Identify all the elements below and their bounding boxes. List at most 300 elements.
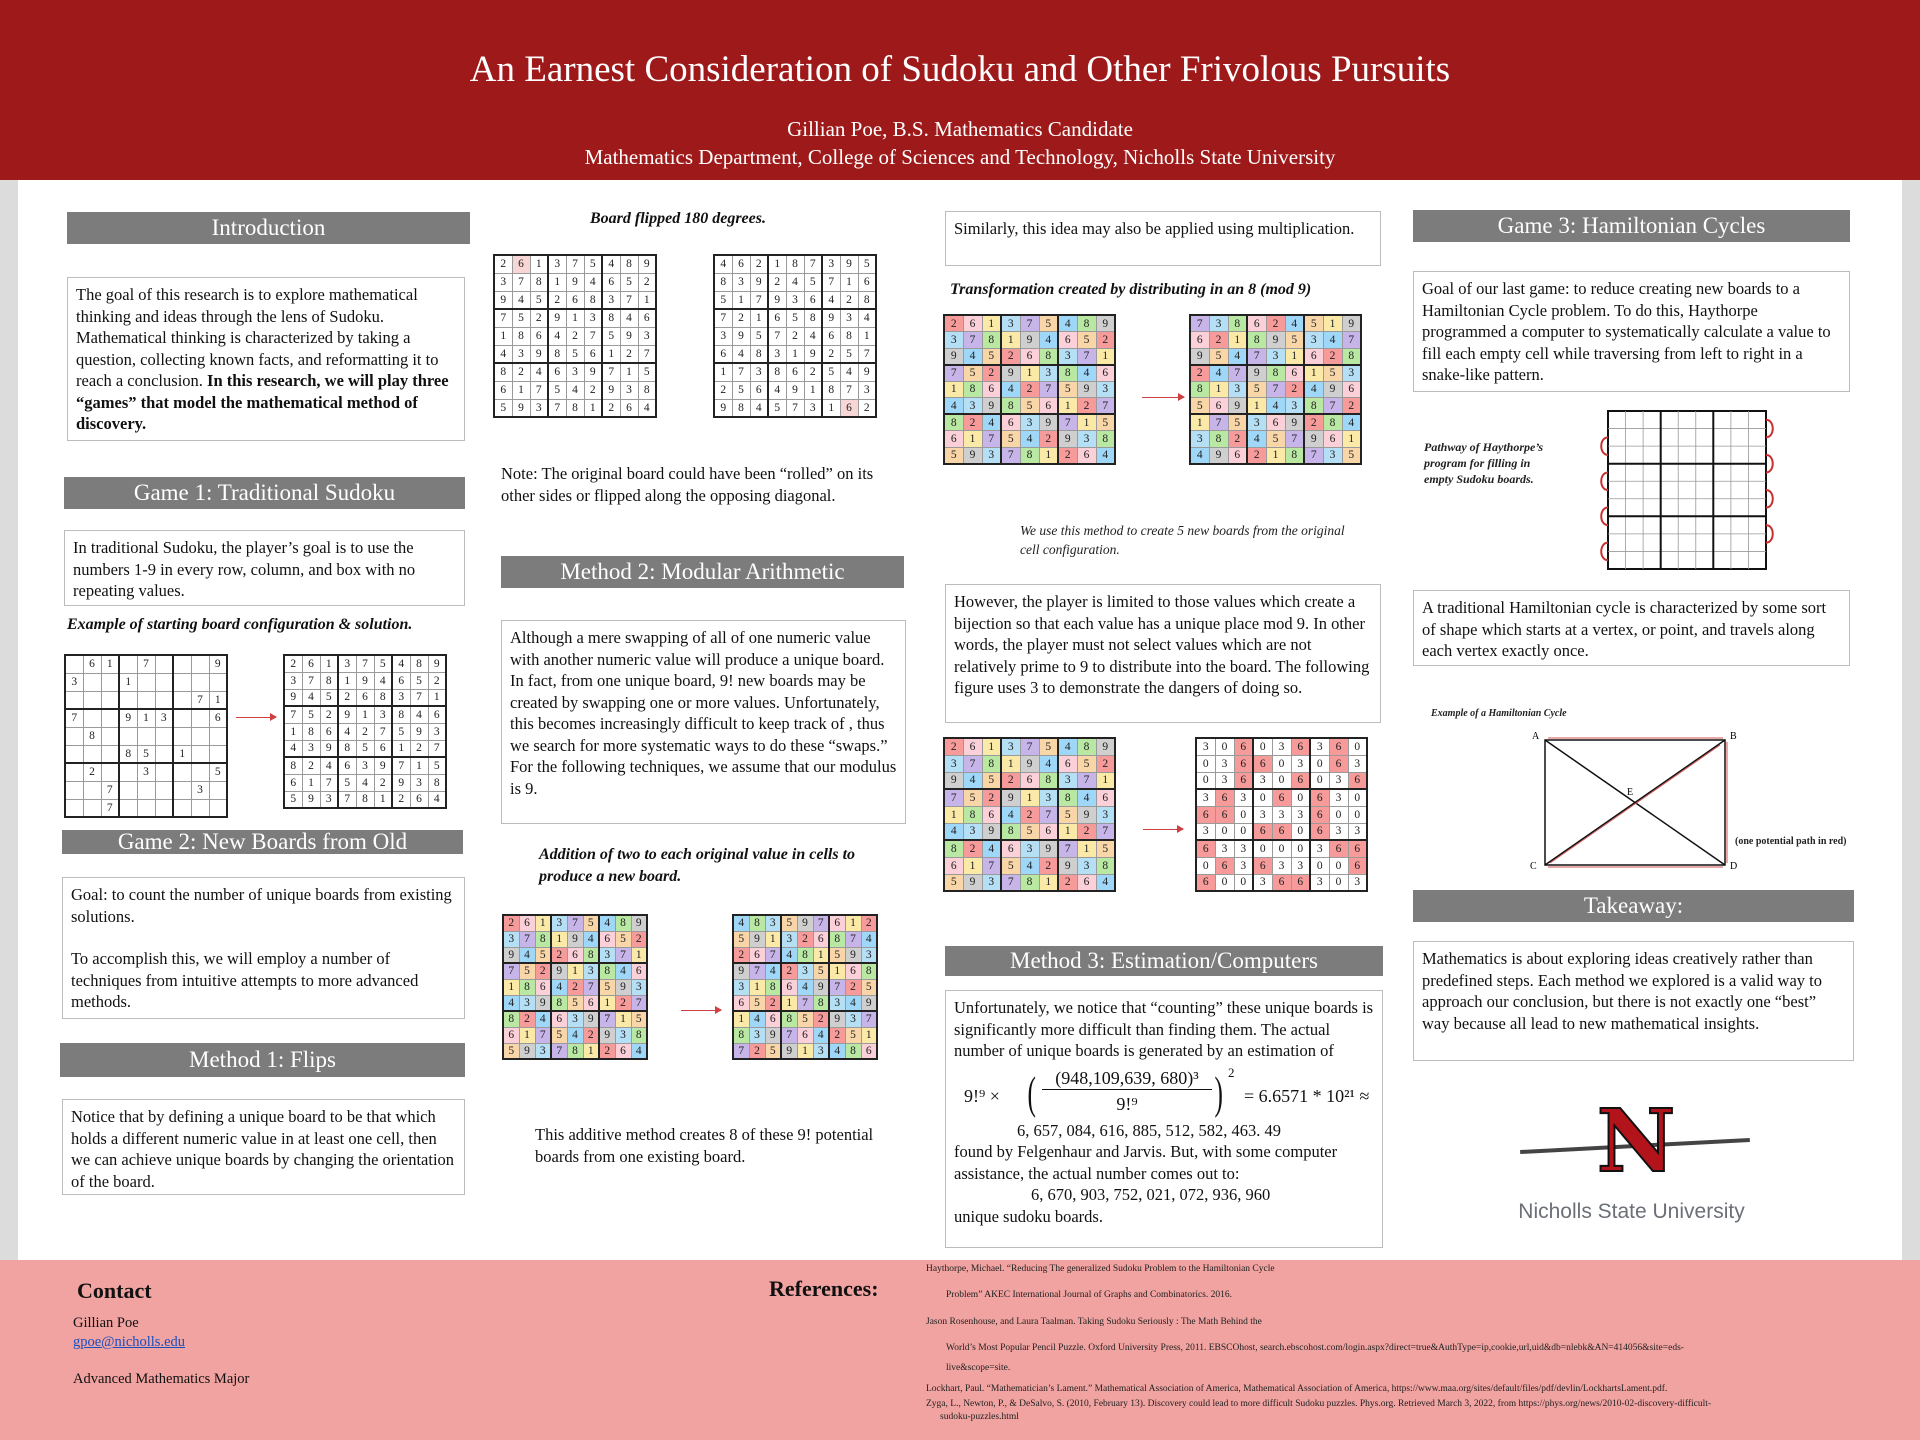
- board-cell: [101, 691, 119, 709]
- board-row: [1190, 398, 1361, 415]
- board-cell: 9: [512, 399, 530, 417]
- board-cell: 6: [1310, 789, 1329, 806]
- board-cell: 3: [944, 755, 963, 772]
- board-cell: [155, 691, 173, 709]
- board-cell: 2: [638, 273, 656, 291]
- board-cell: 6: [1077, 874, 1096, 891]
- board-cell: 2: [615, 995, 631, 1011]
- board-cell: 4: [602, 255, 620, 273]
- board-cell: 0: [1196, 772, 1215, 789]
- board-cell: [65, 799, 83, 817]
- board-cell: 3: [1310, 840, 1329, 857]
- board-cell: [209, 781, 227, 799]
- reference-4-end: sudoku-puzzles.html: [940, 1412, 1019, 1422]
- board-cell: 3: [512, 345, 530, 363]
- board-cell: 2: [1039, 857, 1058, 874]
- board-cell: 8: [615, 915, 631, 931]
- board-cell: 6: [567, 947, 583, 963]
- board-cell: 6: [982, 806, 1001, 823]
- board-cell: 2: [982, 365, 1001, 382]
- board-cell: 6: [1234, 755, 1253, 772]
- board-row: [944, 840, 1115, 857]
- board-cell: 4: [1039, 755, 1058, 772]
- board-cell: 3: [1058, 772, 1077, 789]
- board-cell: 8: [829, 931, 845, 947]
- board-cell: 2: [583, 1027, 599, 1043]
- board-row: [503, 1011, 647, 1027]
- board-cell: 9: [786, 381, 804, 399]
- board-cell: 5: [963, 789, 982, 806]
- board-cell: 7: [861, 1011, 877, 1027]
- board-cell: 4: [410, 706, 428, 723]
- board-cell: 9: [1190, 348, 1209, 365]
- board-cell: 3: [982, 874, 1001, 891]
- board-cell: 4: [840, 363, 858, 381]
- contact-email-link[interactable]: gpoe@nicholls.edu: [73, 1334, 186, 1350]
- board-cell: 3: [1234, 840, 1253, 857]
- board-cell: 2: [83, 763, 101, 781]
- board-cell: 5: [1209, 348, 1228, 365]
- board-cell: 5: [781, 915, 797, 931]
- snake-path-diagram: [1600, 407, 1780, 572]
- board-cell: 8: [1001, 823, 1020, 840]
- board-cell: 1: [615, 1011, 631, 1027]
- board-cell: 9: [845, 947, 861, 963]
- board-row: [65, 691, 227, 709]
- board-cell: 2: [494, 255, 512, 273]
- board-cell: 4: [797, 979, 813, 995]
- board-cell: [173, 763, 191, 781]
- board-cell: 1: [494, 327, 512, 345]
- board-row: [1196, 857, 1367, 874]
- board-cell: 3: [1310, 738, 1329, 755]
- board-cell: 6: [1272, 874, 1291, 891]
- board-row: [503, 1027, 647, 1043]
- board-cell: 3: [410, 774, 428, 791]
- board-cell: 8: [1077, 738, 1096, 755]
- board-cell: 3: [284, 672, 302, 689]
- board-cell: 3: [1253, 806, 1272, 823]
- board-cell: 7: [1058, 414, 1077, 431]
- board-cell: 1: [944, 806, 963, 823]
- board-cell: 3: [530, 399, 548, 417]
- board-cell: 3: [1348, 823, 1367, 840]
- game1-text: In traditional Sudoku, the player’s goal is to use the numbers 1-9 in every row, column, and box with no repeating values.: [64, 530, 465, 606]
- board-cell: 5: [410, 672, 428, 689]
- board-cell: 4: [599, 915, 615, 931]
- board-cell: 5: [503, 1043, 519, 1059]
- board-cell: [173, 655, 191, 673]
- board-cell: [209, 673, 227, 691]
- board-cell: 2: [1247, 447, 1266, 464]
- board-cell: 1: [1020, 365, 1039, 382]
- board-cell: 5: [530, 291, 548, 309]
- method2-text: Although a mere swapping of all of one numeric value with another numeric value will produce a unique board. In fact, from one unique board, 9! new boards may be created by swapping one or more values. Unfortunately, this becomes increasingly difficult to keep track of , thus we search for more systematic ways to do these “swaps.” For the following techniques, we assume that our modulus is 9.: [501, 620, 906, 824]
- times3-board: [1195, 737, 1368, 892]
- snake-turn-arrow: [1766, 525, 1773, 543]
- board-cell: 9: [1058, 857, 1077, 874]
- board-cell: 1: [620, 363, 638, 381]
- board-row: [944, 381, 1115, 398]
- board-cell: 5: [1058, 806, 1077, 823]
- board-row: [1196, 806, 1367, 823]
- snake-turn-arrow: [1601, 472, 1608, 490]
- board-cell: 4: [1266, 398, 1285, 415]
- board-cell: 6: [1266, 414, 1285, 431]
- board-row: [944, 332, 1115, 349]
- takeaway-text: Mathematics is about exploring ideas creatively rather than predefined steps. Each method we explored is a valid way to approach our conclusion, but there is not exactly one “best” way because all lead to new mathematical insights.: [1413, 941, 1854, 1061]
- method2-note: This additive method creates 8 of these 9! potential boards from one existing board.: [535, 1125, 874, 1166]
- board-cell: 6: [1196, 840, 1215, 857]
- board-cell: 4: [1228, 348, 1247, 365]
- method3-text-2: found by Felgenhaur and Jarvis. But, with some computer assistance, the actual number comes out to:: [954, 1142, 1338, 1183]
- author-line: Gillian Poe, B.S. Mathematics Candidate: [787, 117, 1133, 141]
- board-cell: 8: [566, 399, 584, 417]
- board-cell: 7: [944, 789, 963, 806]
- board-cell: 3: [599, 947, 615, 963]
- board-cell: 7: [1266, 381, 1285, 398]
- board-cell: 5: [584, 255, 602, 273]
- board-cell: 8: [963, 381, 982, 398]
- board-cell: 6: [768, 309, 786, 327]
- board-cell: 2: [374, 774, 392, 791]
- board-cell: 4: [982, 414, 1001, 431]
- board-cell: 1: [786, 345, 804, 363]
- board-cell: 4: [1039, 332, 1058, 349]
- board-cell: 8: [320, 672, 338, 689]
- board-cell: 4: [944, 398, 963, 415]
- board-cell: [83, 691, 101, 709]
- board-cell: 6: [1291, 772, 1310, 789]
- board-cell: 2: [1058, 874, 1077, 891]
- board-cell: 8: [338, 740, 356, 757]
- board-cell: 1: [1304, 365, 1323, 382]
- times8-board: [1189, 314, 1362, 465]
- board-cell: 0: [1291, 823, 1310, 840]
- board-cell: 5: [1323, 365, 1342, 382]
- board-cell: 4: [804, 327, 822, 345]
- board-cell: 2: [822, 345, 840, 363]
- board-cell: 4: [1304, 381, 1323, 398]
- board-cell: 1: [602, 345, 620, 363]
- board-cell: 4: [284, 740, 302, 757]
- board-cell: 1: [1001, 332, 1020, 349]
- board-cell: 8: [356, 791, 374, 808]
- board-cell: 3: [1196, 738, 1215, 755]
- board-cell: 2: [302, 757, 320, 774]
- board-cell: 4: [535, 1011, 551, 1027]
- board-cell: [155, 799, 173, 817]
- mult-note: We use this method to create 5 new boards from the original cell configuration.: [1020, 523, 1345, 557]
- board-cell: 2: [410, 740, 428, 757]
- board-cell: 4: [1096, 874, 1115, 891]
- board-cell: 5: [1001, 857, 1020, 874]
- board-cell: 6: [1058, 755, 1077, 772]
- board-cell: 1: [858, 327, 876, 345]
- board-cell: 7: [982, 431, 1001, 448]
- board-row: [733, 1011, 877, 1027]
- board-cell: 8: [602, 309, 620, 327]
- board-cell: [83, 709, 101, 727]
- board-cell: 9: [1039, 840, 1058, 857]
- board-cell: 3: [1348, 755, 1367, 772]
- board-cell: 2: [714, 381, 732, 399]
- board-cell: 4: [1001, 806, 1020, 823]
- board-cell: 8: [1266, 365, 1285, 382]
- board-cell: 6: [963, 315, 982, 332]
- board-cell: 4: [1058, 738, 1077, 755]
- board-cell: 3: [356, 757, 374, 774]
- board-row: [494, 381, 656, 399]
- board-row: [284, 655, 446, 672]
- mult-text: Similarly, this idea may also be applied using multiplication.: [945, 211, 1381, 266]
- board-cell: [155, 673, 173, 691]
- board-cell: 4: [1209, 365, 1228, 382]
- board-row: [284, 672, 446, 689]
- formula-lead: 9!⁹ ×: [964, 1085, 1000, 1106]
- board-cell: [137, 781, 155, 799]
- board-cell: 7: [1039, 381, 1058, 398]
- board-cell: 1: [750, 309, 768, 327]
- board-cell: 3: [1291, 806, 1310, 823]
- board-row: [944, 447, 1115, 464]
- board-cell: 9: [944, 348, 963, 365]
- board-cell: 3: [503, 931, 519, 947]
- board-cell: 6: [1247, 315, 1266, 332]
- board-cell: 1: [845, 915, 861, 931]
- board-cell: 2: [858, 399, 876, 417]
- board-cell: 8: [1323, 414, 1342, 431]
- hamiltonian-cycle-diagram: [1520, 725, 1760, 875]
- board-cell: 9: [1077, 806, 1096, 823]
- board-cell: 6: [1196, 806, 1215, 823]
- board-cell: 5: [1039, 738, 1058, 755]
- board-cell: 9: [1077, 381, 1096, 398]
- board-cell: 3: [1253, 772, 1272, 789]
- board-cell: 5: [1228, 414, 1247, 431]
- board-row: [733, 995, 877, 1011]
- board-cell: 2: [963, 840, 982, 857]
- board-cell: 2: [845, 979, 861, 995]
- board-cell: 2: [535, 963, 551, 979]
- board-cell: 7: [1001, 874, 1020, 891]
- arrow-icon: [236, 717, 276, 718]
- board-cell: 3: [797, 963, 813, 979]
- board-cell: 6: [944, 857, 963, 874]
- board-cell: 6: [392, 672, 410, 689]
- board-cell: 3: [494, 273, 512, 291]
- board-cell: 7: [1001, 447, 1020, 464]
- board-cell: 8: [1039, 772, 1058, 789]
- board-cell: [155, 781, 173, 799]
- board-cell: 2: [548, 291, 566, 309]
- board-cell: 7: [101, 781, 119, 799]
- board-cell: 2: [1020, 806, 1039, 823]
- board-cell: 3: [1304, 332, 1323, 349]
- board-cell: 7: [583, 979, 599, 995]
- board-cell: 0: [1253, 789, 1272, 806]
- board-cell: 1: [1247, 398, 1266, 415]
- board-cell: 4: [963, 348, 982, 365]
- board-cell: 7: [320, 774, 338, 791]
- board-cell: 9: [733, 963, 749, 979]
- board-cell: 9: [374, 757, 392, 774]
- method3-text: Unfortunately, we notice that “counting” these unique boards is significantly more difficult than finding them. The actual number of unique boards is generated by an estimation of: [954, 998, 1374, 1060]
- references-heading: References:: [769, 1276, 879, 1301]
- board-cell: [65, 763, 83, 781]
- board-row: [503, 1043, 647, 1059]
- board-cell: 1: [1096, 772, 1115, 789]
- board-cell: 5: [638, 363, 656, 381]
- board-cell: 4: [750, 399, 768, 417]
- board-cell: 5: [1247, 381, 1266, 398]
- board-cell: 4: [566, 381, 584, 399]
- board-cell: 6: [732, 255, 750, 273]
- board-cell: 6: [584, 345, 602, 363]
- board-cell: 3: [861, 947, 877, 963]
- board-cell: 6: [804, 291, 822, 309]
- board-cell: 1: [840, 273, 858, 291]
- method2-heading: Method 2: Modular Arithmetic: [501, 556, 904, 588]
- board-cell: 9: [119, 709, 137, 727]
- board-row: [944, 772, 1115, 789]
- board-row: [944, 789, 1115, 806]
- board-cell: 3: [302, 740, 320, 757]
- board-cell: 4: [638, 399, 656, 417]
- board-row: [944, 857, 1115, 874]
- board-row: [733, 963, 877, 979]
- board-cell: 6: [733, 995, 749, 1011]
- board-cell: 1: [567, 963, 583, 979]
- board-cell: 8: [631, 1027, 647, 1043]
- board-cell: 6: [1348, 840, 1367, 857]
- board-cell: 9: [583, 1011, 599, 1027]
- formula-numerator: (948,109,639, 680)³: [1042, 1068, 1212, 1091]
- board-row: [733, 1027, 877, 1043]
- board-cell: 7: [338, 791, 356, 808]
- board-row: [1190, 348, 1361, 365]
- board-cell: 6: [797, 1027, 813, 1043]
- board-cell: 8: [620, 255, 638, 273]
- board-cell: 1: [584, 399, 602, 417]
- board-cell: 0: [1348, 806, 1367, 823]
- board-cell: 6: [1020, 772, 1039, 789]
- board-cell: 4: [1190, 447, 1209, 464]
- board-row: [1196, 823, 1367, 840]
- board-cell: 1: [209, 691, 227, 709]
- board-cell: 5: [1058, 381, 1077, 398]
- method1-text: Notice that by defining a unique board to be that which holds a different numeric value in at least one cell, then we can achieve unique boards by changing the orientation of the board.: [62, 1099, 465, 1195]
- board-cell: 5: [822, 363, 840, 381]
- board-cell: 8: [786, 255, 804, 273]
- board-row: [65, 709, 227, 727]
- board-cell: [83, 673, 101, 691]
- board-cell: 8: [1285, 447, 1304, 464]
- board-cell: 5: [583, 915, 599, 931]
- board-cell: 9: [1096, 738, 1115, 755]
- board-cell: 2: [861, 915, 877, 931]
- poster-header: [0, 0, 1920, 180]
- contact-major: Advanced Mathematics Major: [73, 1371, 250, 1387]
- board-row: [284, 757, 446, 774]
- left-margin-strip: [0, 180, 18, 1260]
- game2-text-1: Goal: to count the number of unique boards from existing solutions.: [71, 885, 452, 926]
- board-cell: 1: [284, 723, 302, 740]
- board-cell: 3: [374, 706, 392, 723]
- board-cell: 5: [209, 763, 227, 781]
- board-row: [944, 806, 1115, 823]
- board-cell: [191, 655, 209, 673]
- board-cell: 6: [982, 381, 1001, 398]
- board-cell: 2: [944, 315, 963, 332]
- board-cell: 1: [765, 931, 781, 947]
- board-cell: 4: [861, 931, 877, 947]
- board-cell: 3: [631, 979, 647, 995]
- board-cell: 2: [1285, 381, 1304, 398]
- board-row: [1190, 414, 1361, 431]
- board-cell: [101, 763, 119, 781]
- board-cell: 2: [944, 738, 963, 755]
- board-cell: 6: [786, 363, 804, 381]
- board-cell: 9: [356, 672, 374, 689]
- board-cell: 7: [302, 672, 320, 689]
- paren-right-icon: ): [1214, 1066, 1223, 1118]
- board-cell: 9: [602, 381, 620, 399]
- board-cell: 9: [768, 291, 786, 309]
- board-cell: 8: [1058, 789, 1077, 806]
- board-cell: 6: [566, 291, 584, 309]
- board-cell: 4: [813, 1027, 829, 1043]
- board-cell: 4: [620, 309, 638, 327]
- board-row: [714, 291, 876, 309]
- pathway-caption: Pathway of Haythorpe’s program for filling in empty Sudoku boards.: [1424, 440, 1544, 486]
- board-cell: 5: [1096, 840, 1115, 857]
- board-cell: 4: [392, 655, 410, 672]
- board-cell: 6: [1228, 447, 1247, 464]
- board-cell: 9: [615, 979, 631, 995]
- board-cell: 9: [567, 931, 583, 947]
- board-cell: 5: [858, 255, 876, 273]
- board-cell: 1: [173, 745, 191, 763]
- board-cell: 2: [284, 655, 302, 672]
- board-cell: 9: [599, 1027, 615, 1043]
- board-cell: [173, 799, 191, 817]
- method3-box: [945, 990, 1383, 1248]
- board-cell: 6: [1323, 431, 1342, 448]
- board-cell: 4: [1285, 315, 1304, 332]
- board-row: [944, 365, 1115, 382]
- board-cell: 6: [512, 255, 530, 273]
- board-cell: 5: [1190, 398, 1209, 415]
- board-cell: 7: [1096, 398, 1115, 415]
- flipped-board: [713, 254, 877, 418]
- board-cell: [155, 727, 173, 745]
- board-cell: 6: [1272, 823, 1291, 840]
- board-cell: 5: [1285, 332, 1304, 349]
- board-cell: 1: [1323, 315, 1342, 332]
- board-cell: 3: [519, 995, 535, 1011]
- board-cell: [65, 691, 83, 709]
- board-cell: 0: [1310, 755, 1329, 772]
- board-cell: 7: [620, 291, 638, 309]
- contact-name: Gillian Poe: [73, 1315, 139, 1331]
- board-cell: 1: [733, 1011, 749, 1027]
- board-cell: 1: [749, 979, 765, 995]
- board-cell: 3: [1272, 738, 1291, 755]
- board-cell: 5: [840, 345, 858, 363]
- board-cell: 4: [1001, 381, 1020, 398]
- board-cell: 6: [1329, 840, 1348, 857]
